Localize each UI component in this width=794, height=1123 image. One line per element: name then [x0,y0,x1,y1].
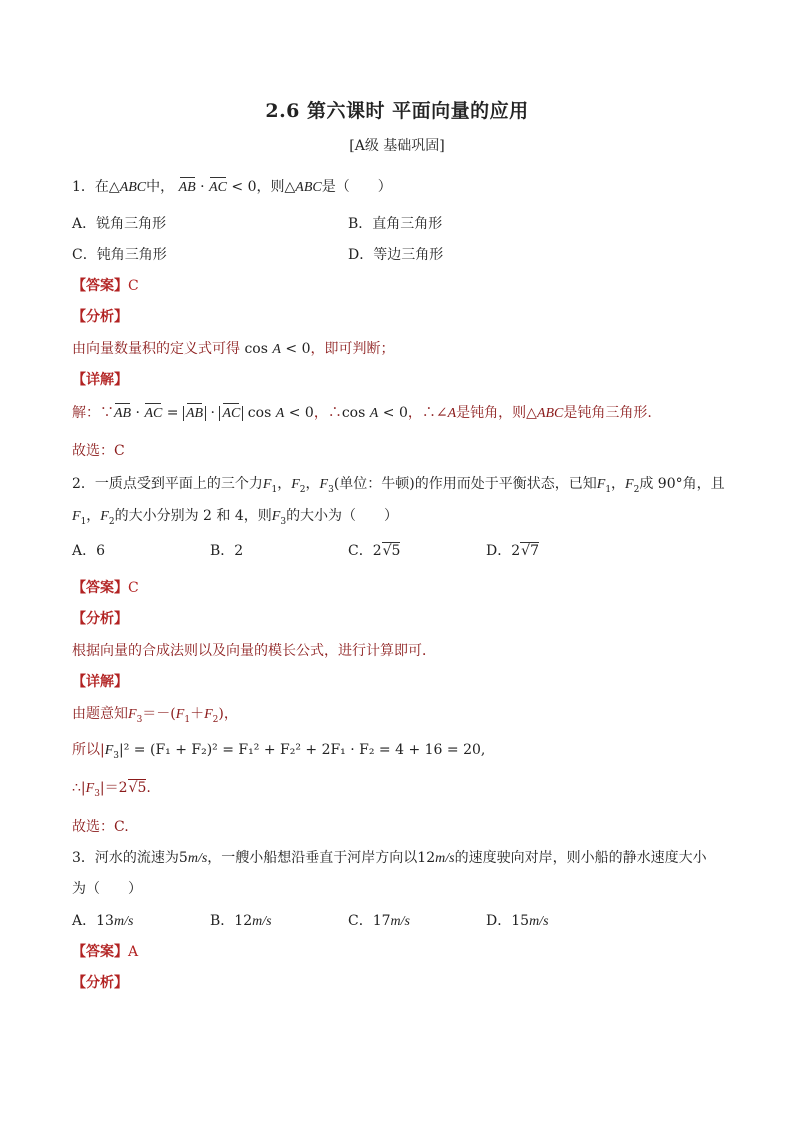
q2-detail-line2: 所以$|F_3|^2 = (F_1 + F_2)^2 = F_1^2 + F_2^2 + 2F_1 \cdot F_2 = 4 + 16 = 20$, [72,742,486,761]
q1-detail-text: 解：∵AB · AC = AB · AC cos A < 0，∴cos A < 0，∴∠A是钝角，则△ABC是钝角三角形. [72,405,652,421]
q1-stem: 1．在△ABC中， AB · AC < 0，则△ABC是（ ） [72,179,392,195]
q2-option-b: B．2 [210,543,244,559]
q1-analysis-label: 【分析】 [72,309,128,325]
q1-answer: 【答案】C [72,278,139,294]
q2-final: 故选：C. [72,819,129,835]
q1-option-c: C．钝角三角形 [72,247,167,263]
q2-stem-line1: 2．一质点受到平面上的三个力$F_1$，$F_2$，$F_3$(单位：牛顿)的作用而处于平衡状态，已知$F_1$，$F_2$成 90°角，且 [72,476,725,495]
q2-detail-line3: $\therefore|F_3|=2√5$. [72,780,151,799]
q2-option-c: C．2√5 [348,543,401,559]
q3-answer: 【答案】A [72,944,139,960]
q3-option-a: A．13m/s [72,913,134,929]
q2-analysis-text: 根据向量的合成法则以及向量的模长公式，进行计算即可． [72,643,436,659]
q2-analysis-label: 【分析】 [72,611,128,627]
section-subtitle: [A级 基础巩固] [349,138,445,154]
q2-option-d: D．2√7 [486,543,539,559]
q3-option-d: D．15m/s [486,913,549,929]
q1-option-b: B．直角三角形 [348,216,443,232]
q3-stem-line1: 3．河水的流速为5m/s，一艘小船想沿垂直于河岸方向以12m/s的速度驶向对岸，则小船的静水速度大小 [72,850,707,866]
q1-detail-label: 【详解】 [72,372,128,388]
q2-option-a: A．6 [72,543,106,559]
q2-detail-line1: 由题意知$F_3=-(F_1+F_2)$， [72,706,238,725]
q3-stem-line2: 为（ ） [72,881,142,897]
sqrt-symbol: √5 [382,543,401,559]
q1-option-a: A．锐角三角形 [72,216,167,232]
page-title: 2.6 第六课时 平面向量的应用 [265,100,529,122]
q2-answer: 【答案】C [72,580,139,596]
q3-analysis-label: 【分析】 [72,975,128,991]
q2-detail-label: 【详解】 [72,674,128,690]
q2-stem-line2: $F_1$，$F_2$的大小分别为 2 和 4，则$F_3$的大小为（ ） [72,508,399,527]
sqrt-symbol: √7 [521,543,539,559]
sqrt-symbol: √5 [128,780,147,796]
q1-analysis-text: 由向量数量积的定义式可得 cos A < 0，即可判断； [72,341,395,357]
q3-option-b: B．12m/s [210,913,272,929]
q1-option-d: D．等边三角形 [348,247,444,263]
q3-option-c: C．17m/s [348,913,410,929]
q1-final: 故选：C [72,443,125,459]
